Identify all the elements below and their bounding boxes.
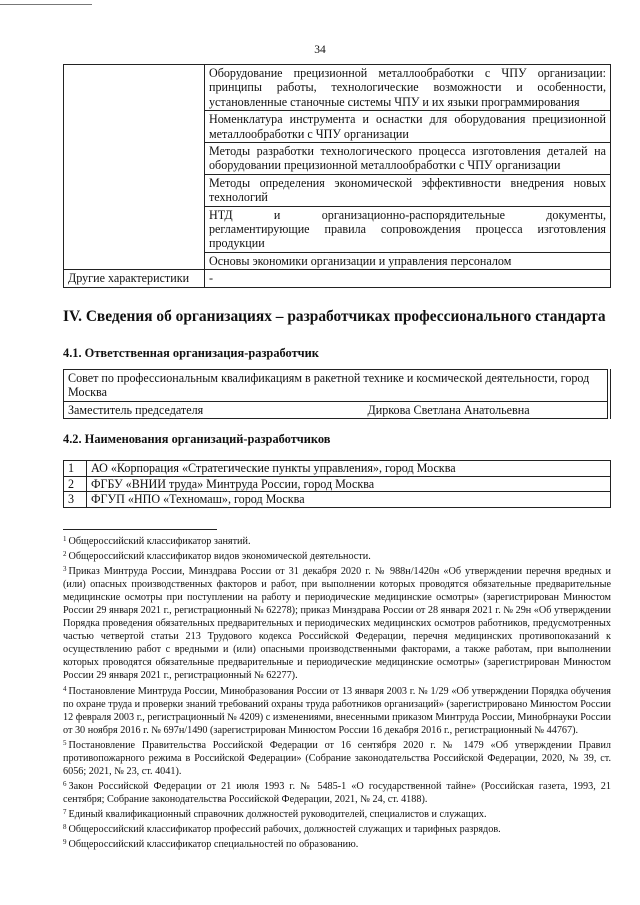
footnote-text: Общероссийский классификатор занятий. xyxy=(68,536,251,547)
page-number: 34 xyxy=(314,44,326,56)
other-characteristics-value: - xyxy=(205,270,611,287)
other-characteristics-label: Другие характеристики xyxy=(64,270,205,287)
section-title: IV. Сведения об организациях – разработчиках профессионального стандарта xyxy=(63,308,606,325)
footnote-number: 2 xyxy=(63,550,67,559)
footnote-number: 8 xyxy=(63,822,67,831)
table-row xyxy=(64,461,611,477)
ntd-rest: регламентирующие правила сопровождения процесса изготовления продукции xyxy=(209,222,606,251)
table-row xyxy=(64,65,611,111)
ntd-first-line xyxy=(209,208,606,222)
footnote-separator xyxy=(63,529,217,530)
table-cell: Номенклатура инструмента и оснастки для оборудования прецизионной металлообработки с ЧПУ организации xyxy=(205,111,611,143)
organization-name: ФГУП «НПО «Техномаш», город Москва xyxy=(87,492,611,508)
row-number: 3 xyxy=(64,492,87,508)
table-cell: Основы экономики организации и управления персоналом xyxy=(205,252,611,269)
table-cell: Оборудование прецизионной металлообработки с ЧПУ организации: принципы работы, технологические возможности и особенности, установленные станочные системы ЧПУ и их языки программирования xyxy=(205,65,611,111)
table-cell: Методы разработки технологического процесса изготовления деталей на оборудовании прецизионной металлообработки с ЧПУ организации xyxy=(205,143,611,175)
footnote-text: Общероссийский классификатор профессий рабочих, должностей служащих и тарифных разрядов. xyxy=(68,823,501,835)
footnote-number: 5 xyxy=(63,738,67,747)
footnote-number: 4 xyxy=(63,684,67,693)
table-row xyxy=(64,370,610,402)
table-row xyxy=(64,270,611,287)
footnote-number: 1 xyxy=(63,535,67,543)
position-cell: Заместитель председателя xyxy=(64,401,364,418)
responsible-organization-table xyxy=(63,369,611,419)
ntd-word: и xyxy=(273,207,281,222)
footnote-number: 9 xyxy=(63,838,67,847)
footnote-text: Постановление Правительства Российской Федерации от 16 сентября 2020 г. № 1479 «Об утверждении Правил противопожарного режима в Российской Федерации» (Собрание законодательства Российской Федерации, 2020, № 39, ст. 6056; 2021, № 23, ст. 4041). xyxy=(63,739,611,777)
row-number: 2 xyxy=(64,476,87,492)
developer-organizations-table xyxy=(63,460,611,508)
empty-label-cell xyxy=(64,65,205,270)
organization-name: Совет по профессиональным квалификациям в ракетной технике и космической деятельности, город Москва xyxy=(64,370,610,402)
footnote-text: Общероссийский классификатор видов экономической деятельности. xyxy=(68,551,371,563)
table-row xyxy=(64,492,611,508)
organization-name: ФГБУ «ВНИИ труда» Минтруда России, город Москва xyxy=(87,476,611,492)
footnote-text: Приказ Минтруда России, Минздрава России от 31 декабря 2020 г. № 988н/1420н «Об утверждении перечня вредных и (или) опасных производственных факторов и работ, при выполнении которых проводятся обязательные предварительные медицинские осмотры при поступлении на работу и периодические медицинские осмотры» (зарегистрирован Минюстом России 29 января 2021 г., регистрационный № 62278); приказ Минздрава России от 28 января 2021 г. № 29н «Об утверждении Порядка проведения обязательных предварительных и периодических медицинских осмотров работников, предусмотренных частью четвертой статьи 213 Трудового кодекса Российской Федерации, перечня медицинских противопоказаний к осуществлению работ с вредными и (или) опасными производственными факторами, а также работам, при выполнении которых проводятся обязательные предварительные и периодические медицинские осмотры» (зарегистрирован Минюстом России 29 января 2021 г., регистрационный № 62277). xyxy=(63,566,611,682)
footnote-text: Единый квалификационный справочник должностей руководителей, специалистов и служащих. xyxy=(68,808,487,820)
subsection-title: 4.2. Наименования организаций-разработчиков xyxy=(63,432,331,446)
ntd-word: НТД xyxy=(209,207,233,222)
footnote-text: Закон Российской Федерации от 21 июля 1993 г. № 5485-1 «О государственной тайне» (Российская газета, 1993, 21 сентября; Собрание законодательства Российской Федерации, 2021, № 24, ст. 4188). xyxy=(63,780,611,805)
row-number: 1 xyxy=(64,461,87,477)
footnote-text: Постановление Минтруда России, Минобразования России от 13 января 2003 г. № 1/29 «Об утверждении Порядка обучения по охране труда и проверки знаний требований охраны труда работников организаций» (зарегистрировано Минюстом России 12 февраля 2003 г., регистрационный № 4209) с изменениями, внесенными приказом Минтруда России, Минобрнауки России от 30 ноября 2016 г. № 697н/1490 (зарегистрирован Минюстом России 16 декабря 2016 г., регистрационный № 44767). xyxy=(63,685,611,736)
table-cell: Методы определения экономической эффективности внедрения новых технологий xyxy=(205,174,611,206)
footnote xyxy=(63,806,611,821)
table-cell-ntd xyxy=(205,206,611,252)
footnote xyxy=(63,563,611,682)
footnote-number: 6 xyxy=(63,779,67,788)
footnote-number: 3 xyxy=(63,565,67,574)
footnote xyxy=(63,548,611,563)
organization-name: АО «Корпорация «Стратегические пункты управления», город Москва xyxy=(87,461,611,477)
footnote xyxy=(63,821,611,836)
footnote-number: 7 xyxy=(63,807,67,816)
footnote xyxy=(63,737,611,778)
table-row xyxy=(64,401,610,418)
ntd-word: документы, xyxy=(546,207,606,222)
ntd-word: организационно-распорядительные xyxy=(321,207,505,222)
subsection-title: 4.1. Ответственная организация-разработчик xyxy=(63,346,319,360)
qualification-table xyxy=(63,64,611,288)
footnote xyxy=(63,683,611,737)
footnote xyxy=(63,836,611,851)
header-rule xyxy=(0,4,92,5)
footnote xyxy=(63,778,611,806)
table-row xyxy=(64,476,611,492)
footnotes xyxy=(63,533,611,851)
person-cell: Диркова Светлана Анатольевна xyxy=(364,401,610,418)
footnote-text: Общероссийский классификатор специальностей по образованию. xyxy=(68,839,359,851)
footnote xyxy=(63,533,611,548)
